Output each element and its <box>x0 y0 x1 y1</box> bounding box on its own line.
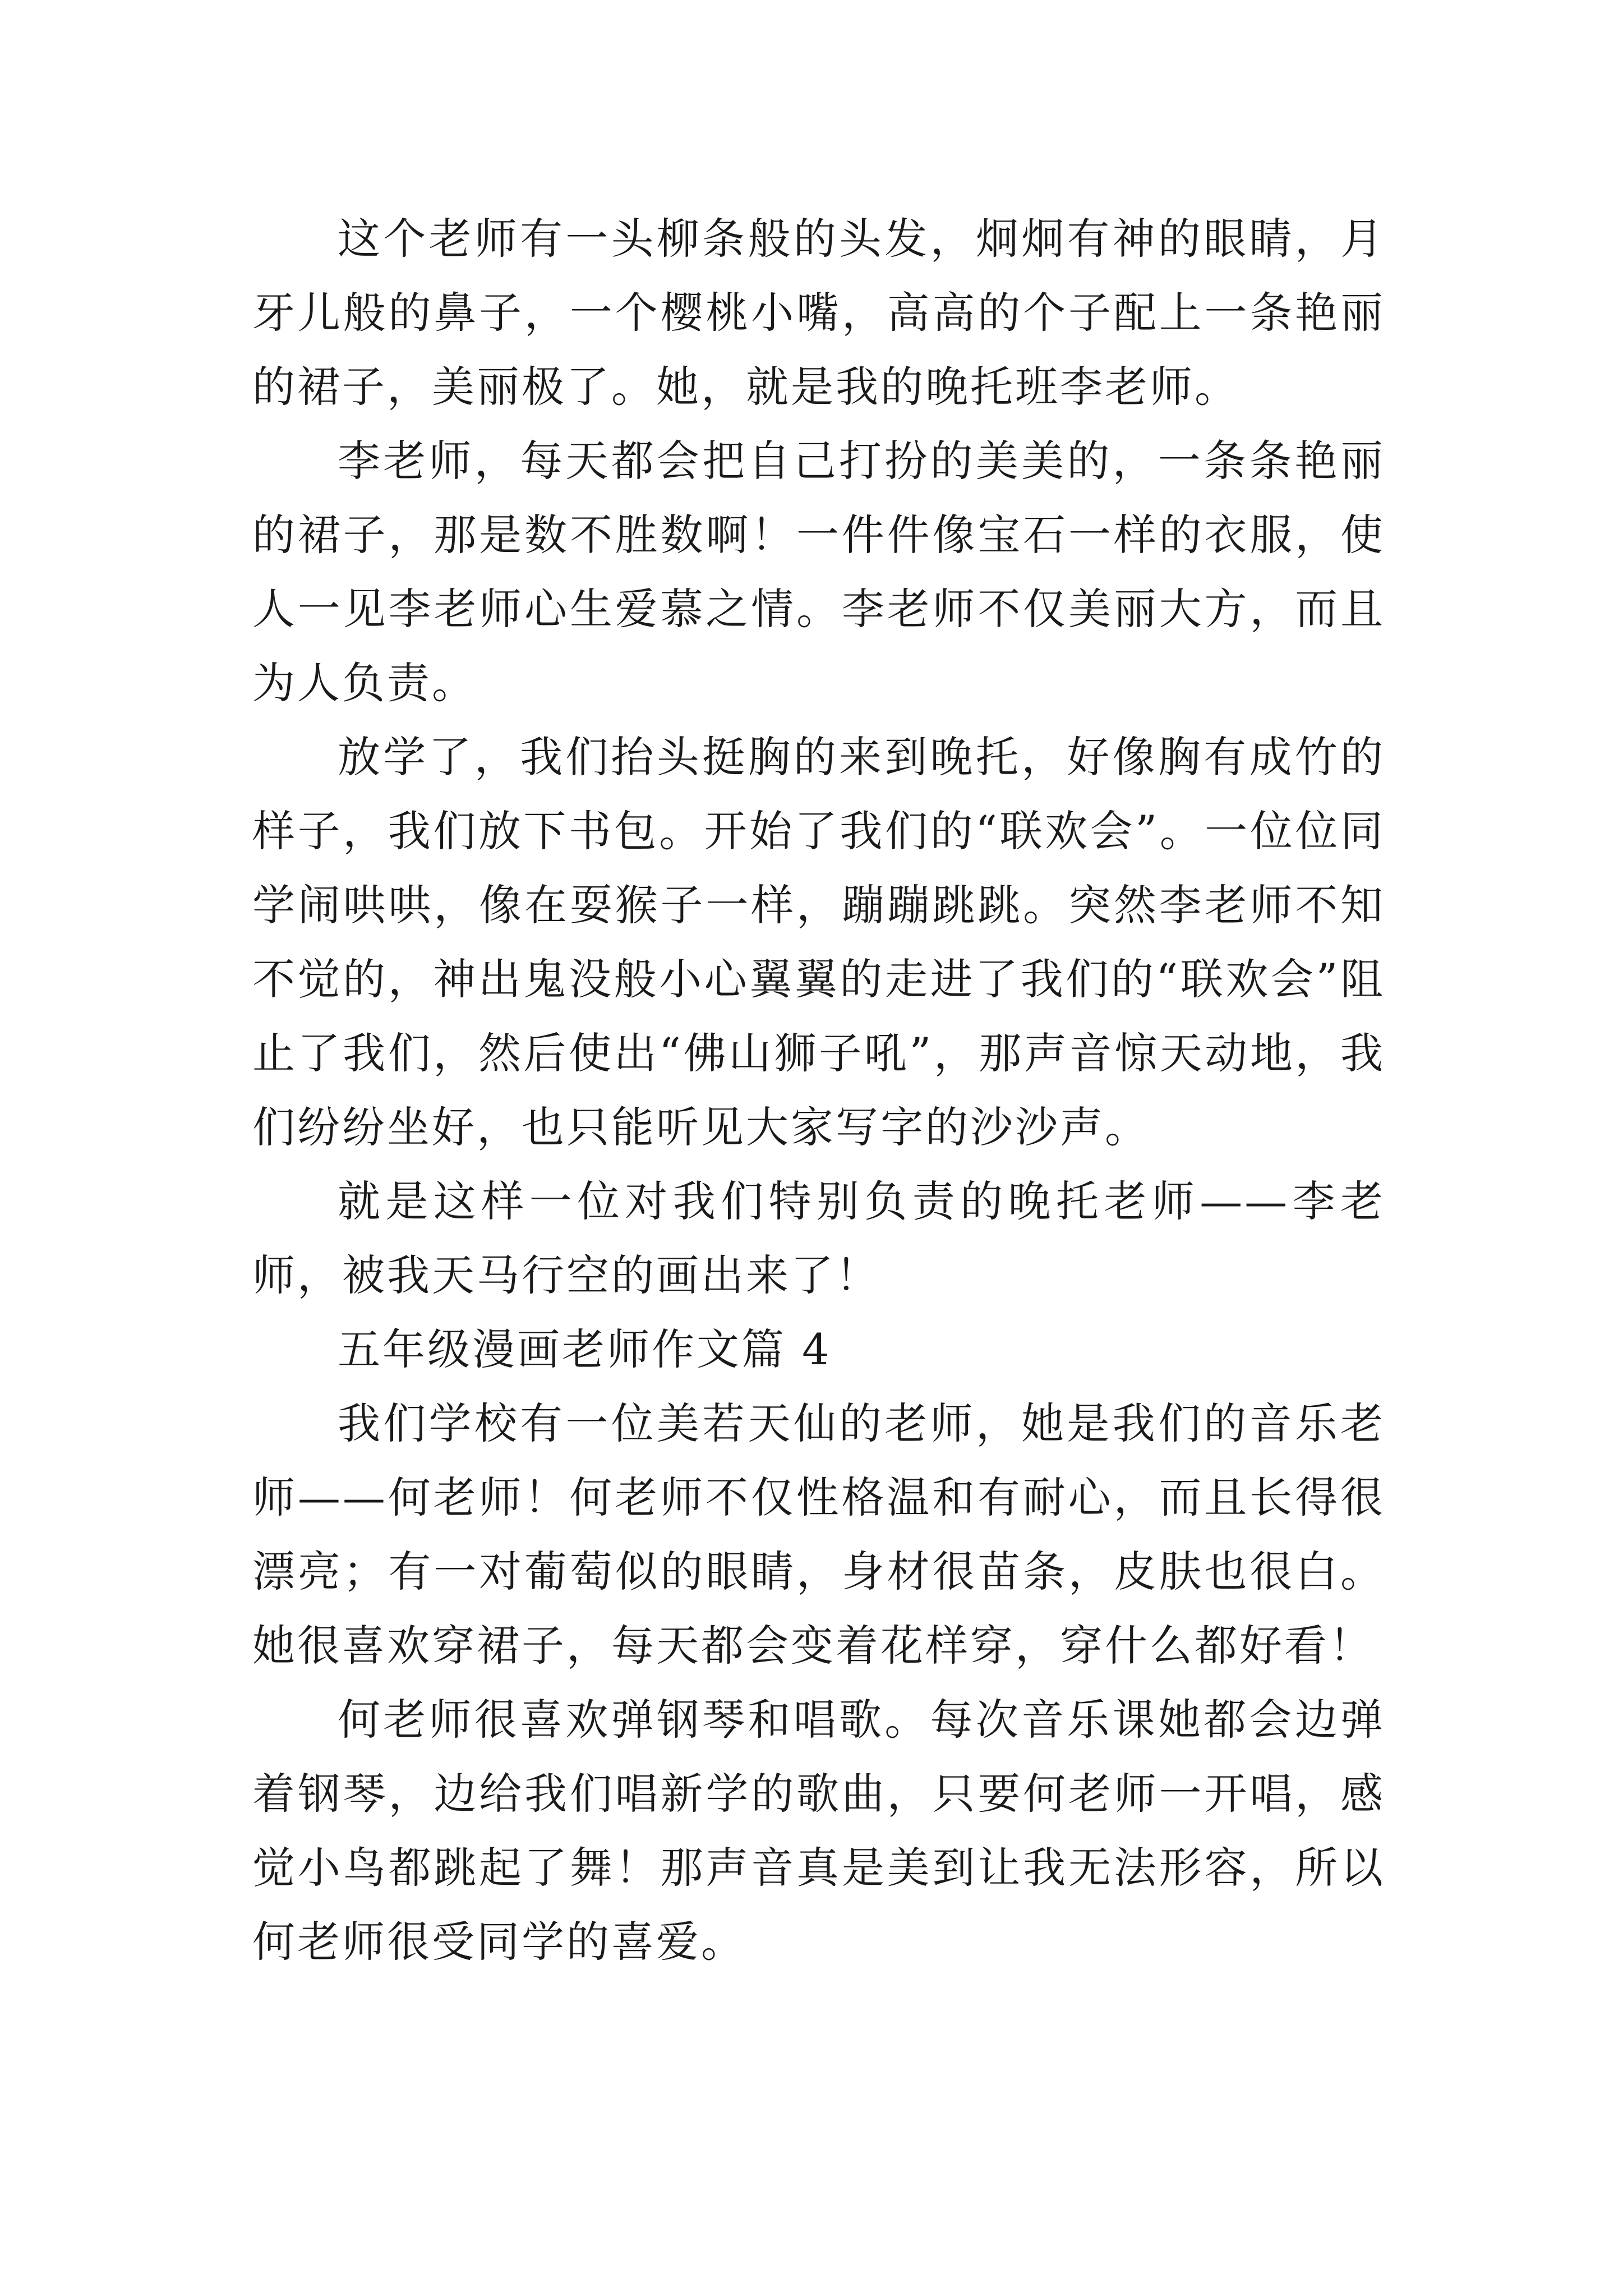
document-page <box>252 202 1385 1979</box>
paragraph-li-teacher-dress: 李老师，每天都会把自己打扮的美美的，一条条艳丽的裙子，那是数不胜数啊！一件件像宝石一样的衣服，使人一见李老师心生爱慕之情。李老师不仅美丽大方，而且为人负责。 <box>252 436 1385 708</box>
section-heading: 五年级漫画老师作文篇 4 <box>338 1324 832 1374</box>
paragraph-li-teacher-appearance: 这个老师有一头柳条般的头发，炯炯有神的眼睛，月牙儿般的鼻子，一个樱桃小嘴，高高的个子配上一条艳丽的裙子，美丽极了。她，就是我的晚托班李老师。 <box>252 214 1385 412</box>
paragraph-music-teacher-intro: 我们学校有一位美若天仙的老师，她是我们的音乐老师——何老师！何老师不仅性格温和有耐心，而且长得很漂亮；有一对葡萄似的眼睛，身材很苗条，皮肤也很白。她很喜欢穿裙子，每天都会变着花样穿，穿什么都好看！ <box>252 1398 1385 1671</box>
paragraph-music-teacher-piano: 何老师很喜欢弹钢琴和唱歌。每次音乐课她都会边弹着钢琴，边给我们唱新学的歌曲，只要何老师一开唱，感觉小鸟都跳起了舞！那声音真是美到让我无法形容，所以何老师很受同学的喜爱。 <box>252 1695 1385 1967</box>
paragraph-after-school: 放学了，我们抬头挺胸的来到晚托，好像胸有成竹的样子，我们放下书包。开始了我们的“联欢会”。一位位同学闹哄哄，像在耍猴子一样，蹦蹦跳跳。突然李老师不知不觉的，神出鬼没般小心翼翼的走进了我们的“联欢会”阻止了我们，然后使出“佛山狮子吼”，那声音惊天动地，我们纷纷坐好，也只能听见大家写字的沙沙声。 <box>252 732 1385 1152</box>
paragraph-conclusion: 就是这样一位对我们特别负责的晚托老师——李老师，被我天马行空的画出来了！ <box>252 1176 1385 1300</box>
